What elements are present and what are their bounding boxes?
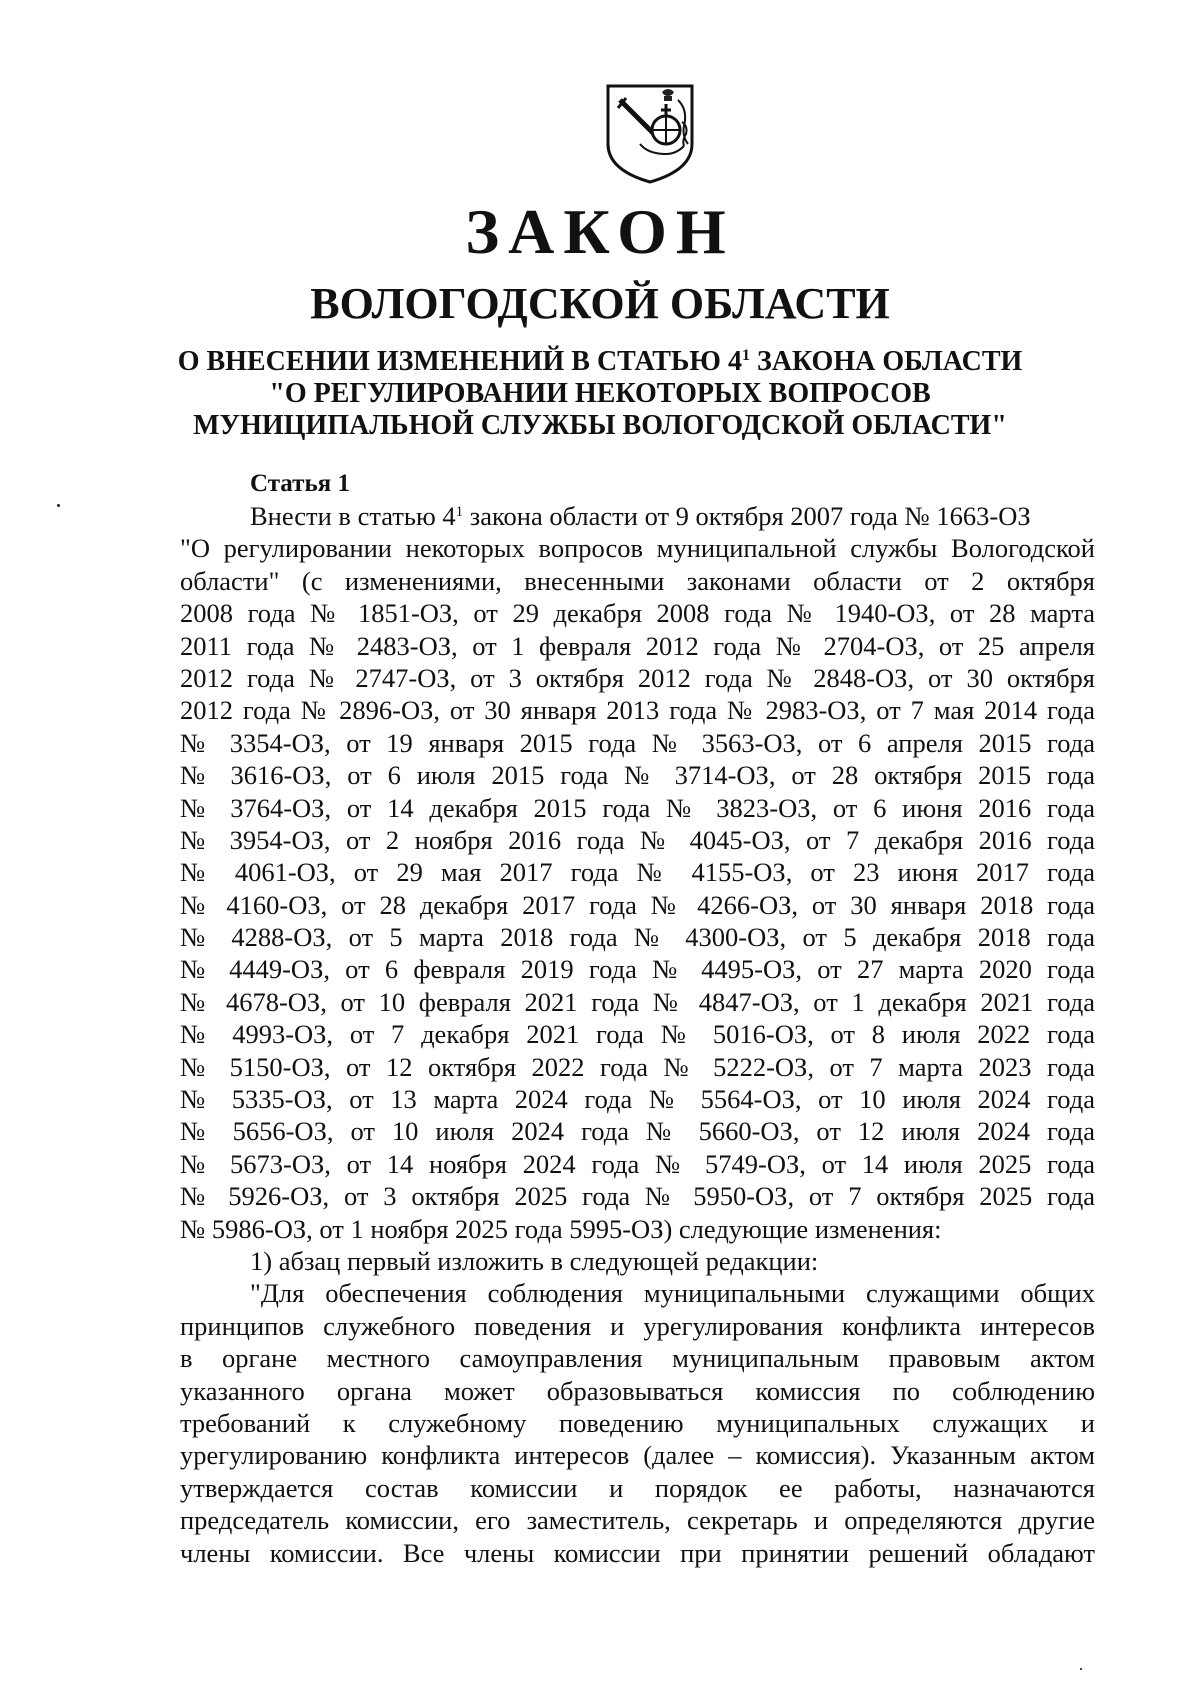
body-line: Внести в статью $4^1$ закона области от 9 октября 2007 года № 1663-ОЗ <box>250 501 1031 531</box>
body-line: № 4993-ОЗ, от 7 декабря 2021 года № 5016-ОЗ, от 8 июля 2022 года <box>180 1019 1095 1050</box>
article-body <box>180 500 1095 1569</box>
body-line: № 4288-ОЗ, от 5 марта 2018 года № 4300-ОЗ, от 5 декабря 2018 года <box>180 922 1095 953</box>
body-line: № 5335-ОЗ, от 13 марта 2024 года № 5564-ОЗ, от 10 июля 2024 года <box>180 1084 1095 1115</box>
quote-line: утверждается состав комиссии и порядок ее работы, назначаются <box>180 1472 1095 1503</box>
quote-line: принципов служебного поведения и урегулирования конфликта интересов <box>180 1310 1095 1341</box>
quote-line: члены комиссии. Все члены комиссии при принятии решений обладают <box>180 1537 1095 1568</box>
body-line: № 3954-ОЗ, от 2 ноября 2016 года № 4045-ОЗ, от 7 декабря 2016 года <box>180 824 1095 855</box>
body-line: области" (с изменениями, внесенными законами области от 2 октября <box>180 565 1095 596</box>
body-line: № 4061-ОЗ, от 29 мая 2017 года № 4155-ОЗ, от 23 июня 2017 года <box>180 857 1095 888</box>
quote-line: требований к служебному поведению муниципальных служащих и <box>180 1407 1095 1438</box>
coat-of-arms-icon <box>600 82 700 184</box>
law-subject <box>0 346 1200 442</box>
body-line: № 5986-ОЗ, от 1 ноября 2025 года 5995-ОЗ) следующие изменения: <box>180 1213 942 1244</box>
body-line: № 5656-ОЗ, от 10 июля 2024 года № 5660-ОЗ, от 12 июля 2024 года <box>180 1116 1095 1147</box>
body-line: № 4678-ОЗ, от 10 февраля 2021 года № 4847-ОЗ, от 1 декабря 2021 года <box>180 986 1095 1017</box>
body-line: № 3764-ОЗ, от 14 декабря 2015 года № 3823-ОЗ, от 6 июня 2016 года <box>180 792 1095 823</box>
body-line: 2008 года № 1851-ОЗ, от 29 декабря 2008 года № 1940-ОЗ, от 28 марта <box>180 598 1095 629</box>
subject-line-2: "О РЕГУЛИРОВАНИИ НЕКОТОРЫХ ВОПРОСОВ <box>269 378 931 409</box>
quote-line: в органе местного самоуправления муниципальным правовым актом <box>180 1343 1095 1374</box>
body-line: № 4449-ОЗ, от 6 февраля 2019 года № 4495-ОЗ, от 27 марта 2020 года <box>180 954 1095 985</box>
quote-line: "Для обеспечения соблюдения муниципальными служащими общих <box>250 1278 1095 1309</box>
subject-line-1: О ВНЕСЕНИИ ИЗМЕНЕНИЙ В СТАТЬЮ $4^1$ ЗАКОНА ОБЛАСТИ <box>177 346 1023 377</box>
body-line: № 5150-ОЗ, от 12 октября 2022 года № 5222-ОЗ, от 7 марта 2023 года <box>180 1051 1095 1082</box>
quote-line: указанного органа может образовываться комиссия по соблюдению <box>180 1375 1095 1406</box>
subject-line-3: МУНИЦИПАЛЬНОЙ СЛУЖБЫ ВОЛОГОДСКОЙ ОБЛАСТИ" <box>193 410 1007 441</box>
item-1: 1) абзац первый изложить в следующей редакции: <box>250 1245 819 1276</box>
body-line: № 5926-ОЗ, от 3 октября 2025 года № 5950-ОЗ, от 7 октября 2025 года <box>180 1181 1095 1212</box>
body-line: 2012 года № 2747-ОЗ, от 3 октября 2012 года № 2848-ОЗ, от 30 октября <box>180 662 1095 693</box>
body-line: 2011 года № 2483-ОЗ, от 1 февраля 2012 года № 2704-ОЗ, от 25 апреля <box>180 630 1095 661</box>
law-title: ЗАКОН <box>465 196 735 267</box>
quote-line: урегулированию конфликта интересов (далее – комиссия). Указанным актом <box>180 1440 1095 1471</box>
body-line: 2012 года № 2896-ОЗ, от 30 января 2013 года № 2983-ОЗ, от 7 мая 2014 года <box>180 695 1095 726</box>
quote-line: председатель комиссии, его заместитель, секретарь и определяются другие <box>180 1505 1095 1536</box>
body-line: № 3616-ОЗ, от 6 июля 2015 года № 3714-ОЗ, от 28 октября 2015 года <box>180 760 1095 791</box>
body-line: № 5673-ОЗ, от 14 ноября 2024 года № 5749-ОЗ, от 14 июля 2025 года <box>180 1148 1095 1179</box>
scan-speck <box>57 504 60 507</box>
body-line: "О регулировании некоторых вопросов муниципальной службы Вологодской <box>180 533 1095 564</box>
scan-speck <box>1080 1668 1082 1670</box>
region-title: ВОЛОГОДСКОЙ ОБЛАСТИ <box>310 279 890 328</box>
article-heading: Статья 1 <box>250 470 350 497</box>
body-line: № 3354-ОЗ, от 19 января 2015 года № 3563-ОЗ, от 6 апреля 2015 года <box>180 727 1095 758</box>
body-line: № 4160-ОЗ, от 28 декабря 2017 года № 4266-ОЗ, от 30 января 2018 года <box>180 889 1095 920</box>
